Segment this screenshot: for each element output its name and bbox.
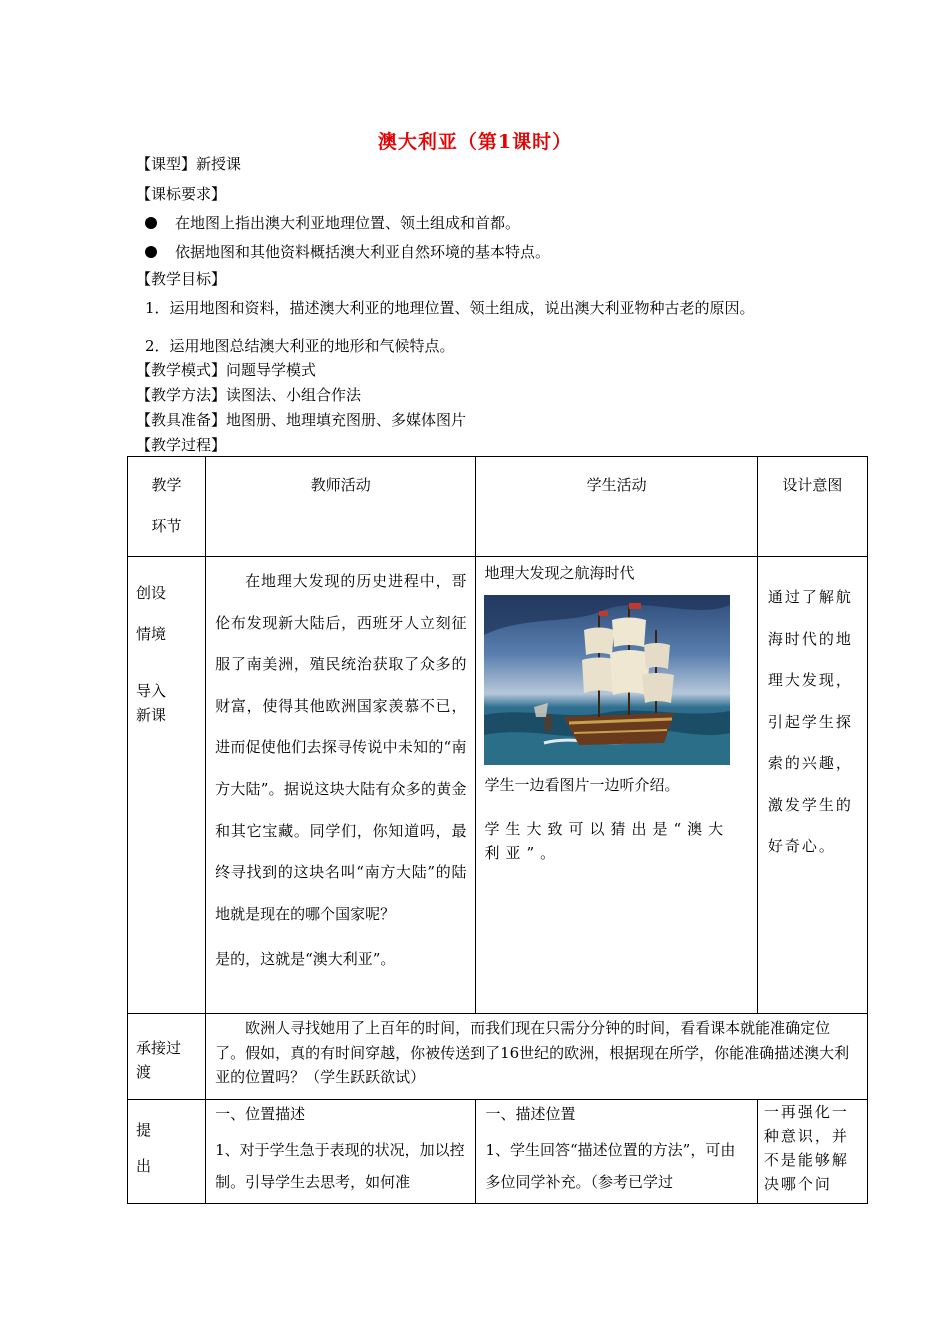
goals-heading: 【教学目标】: [136, 270, 227, 288]
lesson-table: [127, 456, 868, 1204]
standards-heading: 【课标要求】: [136, 185, 227, 203]
student-activity: 一、描述位置 1、学生回答“描述位置的方法”，可由多位同学补充。（参考已学过: [476, 1100, 757, 1204]
process-heading: 【教学过程】: [136, 436, 227, 454]
bullet-icon: [145, 217, 157, 229]
course-type: 【课型】新授课: [136, 155, 242, 173]
goal-item: 1．运用地图和资料，描述澳大利亚的地理位置、领土组成，说出澳大利亚物种古老的原因。: [145, 299, 755, 317]
standard-item: 在地图上指出澳大利亚地理位置、领土组成和首都。: [145, 212, 520, 233]
transition-text: 欧洲人寻找她用了上百年的时间，而我们现在只需分分钟的时间，看看课本就能准确定位了。假如，真的有时间穿越，你被传送到了16世纪的欧洲，根据现在所学，你能准确描述澳大利亚的位置吗？（学生跃跃欲试）: [206, 1014, 868, 1100]
table-row: [128, 1100, 868, 1204]
header-student: 学生活动: [476, 457, 757, 557]
teaching-method: 【教学方法】读图法、小组合作法: [136, 386, 362, 404]
student-activity: 地理大发现之航海时代 学生一边看图片一边听介绍。 学生大致可以猜出是“澳大利亚”。: [476, 557, 757, 1014]
header-stage: 教学 环节: [128, 457, 206, 557]
stage-cell: 提 出: [128, 1100, 206, 1204]
header-intent: 设计意图: [757, 457, 867, 557]
standard-item: 依据地图和其他资料概括澳大利亚自然环境的基本特点。: [145, 241, 550, 262]
page-title: 澳大利亚（第1课时）: [377, 131, 573, 153]
table-row: [128, 557, 868, 1014]
design-intent: 一再强化一种意识，并不是能够解决哪个问: [757, 1100, 867, 1204]
teacher-activity: 在地理大发现的历史进程中，哥伦布发现新大陆后，西班牙人立刻征服了南美洲，殖民统治获取了众多的财富，使得其他欧洲国家羡慕不已，进而促使他们去探寻传说中未知的“南方大陆”。据说这块大陆有众多的黄金和其它宝藏。同学们，你知道吗，最终寻找到的这块名叫“南方大陆”的陆地就是现在的哪个国家呢？ 是的，这就是“澳大利亚”。: [206, 557, 476, 1014]
stage-cell: 创设 情境 导入 新课: [128, 557, 206, 1014]
teaching-tools: 【教具准备】地图册、地理填充图册、多媒体图片: [136, 411, 467, 429]
design-intent: 通过了解航海时代的地理大发现，引起学生探索的兴趣，激发学生的好奇心。: [757, 557, 867, 1014]
goal-item: 2．运用地图总结澳大利亚的地形和气候特点。: [145, 337, 455, 355]
table-row: [128, 1014, 868, 1100]
header-teacher: 教师活动: [206, 457, 476, 557]
teacher-activity: 一、位置描述 1、对于学生急于表现的状况，加以控制。引导学生去思考，如何准: [206, 1100, 476, 1204]
teaching-mode: 【教学模式】问题导学模式: [136, 361, 317, 379]
bullet-icon: [145, 246, 157, 258]
table-header-row: [128, 457, 868, 557]
stage-cell: 承接过 渡: [128, 1014, 206, 1100]
ship-painting-image: [484, 595, 730, 765]
